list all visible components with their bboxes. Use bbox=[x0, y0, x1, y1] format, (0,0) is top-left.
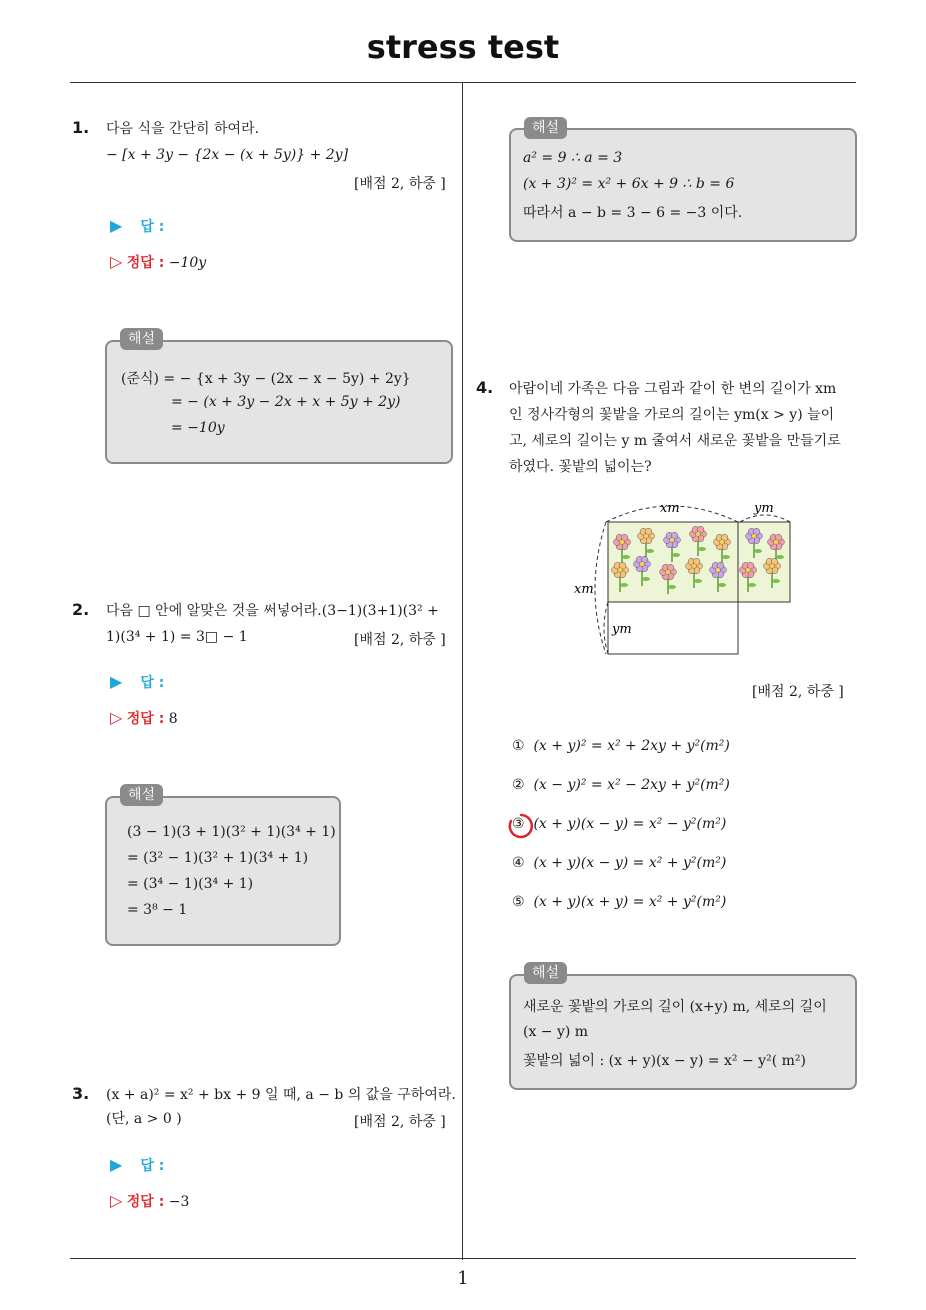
play-icon: ▶ bbox=[110, 1155, 123, 1174]
choice-4[interactable] bbox=[512, 855, 726, 871]
q1-answer-row[interactable] bbox=[110, 216, 164, 236]
choice-mark: ① bbox=[512, 738, 525, 754]
q1-exp-line: = −10y bbox=[171, 420, 225, 436]
flower-leaf bbox=[646, 549, 654, 553]
q2-text-line1: 다음 □ 안에 알맞은 것을 써넣어라.(3−1)(3+1)(3² + bbox=[106, 603, 439, 619]
flower-leaf bbox=[748, 583, 756, 587]
label-inner-y: ym bbox=[612, 622, 632, 637]
flower-leaf bbox=[694, 579, 702, 583]
flower-center bbox=[696, 532, 701, 537]
garden-extension bbox=[738, 522, 790, 602]
flower-leaf bbox=[718, 583, 726, 587]
q1-meta: [배점 2, 하중 ] bbox=[354, 176, 446, 192]
q3-answer-row[interactable] bbox=[110, 1155, 164, 1175]
flower-leaf bbox=[722, 555, 730, 559]
q1-answer-label: 답 : bbox=[140, 219, 165, 235]
q2-exp-line: = (3⁴ − 1)(3⁴ + 1) bbox=[127, 876, 254, 892]
q3-explanation-tag: 해설 bbox=[524, 117, 567, 139]
label-top-y: ym bbox=[754, 501, 774, 516]
q2-answer-row[interactable] bbox=[110, 672, 164, 692]
choice-5[interactable] bbox=[512, 894, 726, 910]
flower-leaf bbox=[672, 553, 680, 557]
flower-center bbox=[770, 564, 775, 569]
brace-left-x bbox=[595, 522, 606, 654]
q4-text-line: 고, 세로의 길이는 y m 줄여서 새로운 꽃밭을 만들기로 bbox=[509, 433, 841, 449]
flower-leaf bbox=[642, 577, 650, 581]
q4-explanation-tag: 해설 bbox=[524, 962, 567, 984]
choice-mark: ⑤ bbox=[512, 894, 525, 910]
q3-explanation-box bbox=[509, 128, 857, 242]
brace-top-y bbox=[740, 515, 790, 522]
flower-leaf bbox=[772, 579, 780, 583]
header-rule bbox=[70, 82, 856, 83]
triangle-outline-icon: ▷ bbox=[110, 708, 123, 727]
q1-expression: − [x + 3y − {2x − (x + 5y)} + 2y] bbox=[106, 147, 349, 163]
choice-mark: ③ bbox=[512, 816, 525, 832]
q2-correct-value: 8 bbox=[168, 711, 178, 727]
triangle-outline-icon: ▷ bbox=[110, 252, 123, 271]
q3-correct-value: −3 bbox=[168, 1194, 190, 1210]
choice-1[interactable] bbox=[512, 738, 730, 754]
flower-center bbox=[692, 564, 697, 569]
flower-center bbox=[752, 534, 757, 539]
q3-exp-line: 따라서 a − b = 3 − 6 = −3 이다. bbox=[523, 205, 743, 221]
q2-exp-line: = (3² − 1)(3² + 1)(3⁴ + 1) bbox=[127, 850, 309, 866]
flower-center bbox=[746, 568, 751, 573]
flower-leaf bbox=[668, 585, 676, 589]
q1-explanation-tag: 해설 bbox=[120, 328, 163, 350]
flowerbed-figure bbox=[560, 490, 800, 670]
q1-correct-label: 정답 : bbox=[126, 255, 165, 271]
q2-correct-label: 정답 : bbox=[126, 711, 165, 727]
choice-mark: ④ bbox=[512, 855, 525, 871]
page-title: stress test bbox=[366, 28, 560, 66]
q3-text-line2: (단, a > 0 ) bbox=[106, 1111, 182, 1127]
q2-answer-label: 답 : bbox=[140, 675, 165, 691]
q4-text-line: 인 정사각형의 꽃밭을 가로의 길이는 ym(x > y) 늘이 bbox=[509, 407, 835, 423]
q1-correct-value: −10y bbox=[168, 255, 207, 271]
q4-explanation-box bbox=[509, 974, 857, 1090]
q4-text-line: 하였다. 꽃밭의 넓이는? bbox=[509, 459, 652, 475]
choice-text: (x + y)(x + y) = x² + y²(m²) bbox=[533, 894, 727, 910]
q3-correct-label: 정답 : bbox=[126, 1194, 165, 1210]
choice-text: (x − y)² = x² − 2xy + y²(m²) bbox=[533, 777, 730, 793]
q2-number: 2. bbox=[72, 600, 90, 619]
q4-exp-line: (x − y) m bbox=[523, 1024, 589, 1040]
q3-answer-label: 답 : bbox=[140, 1158, 165, 1174]
q1-exp-line: = − (x + 3y − 2x + x + 5y + 2y) bbox=[171, 394, 401, 410]
q2-explanation-tag: 해설 bbox=[120, 784, 163, 806]
q2-text-line2: 1)(3⁴ + 1) = 3□ − 1 bbox=[106, 629, 248, 645]
flower-center bbox=[640, 562, 645, 567]
q2-exp-line: (3 − 1)(3 + 1)(3² + 1)(3⁴ + 1) bbox=[127, 824, 336, 840]
flower-center bbox=[670, 538, 675, 543]
q1-correct-row bbox=[110, 252, 206, 272]
q3-exp-line: (x + 3)² = x² + 6x + 9 ∴ b = 6 bbox=[523, 176, 735, 192]
q1-explanation-box bbox=[105, 340, 453, 464]
play-icon: ▶ bbox=[110, 672, 123, 691]
q4-meta: [배점 2, 하중 ] bbox=[752, 684, 844, 700]
flower-leaf bbox=[622, 555, 630, 559]
q3-number: 3. bbox=[72, 1084, 90, 1103]
label-left-x: xm bbox=[574, 582, 594, 597]
q1-text: 다음 식을 간단히 하여라. bbox=[106, 121, 260, 137]
q2-exp-line: = 3⁸ − 1 bbox=[127, 902, 188, 918]
flower-center bbox=[720, 540, 725, 545]
column-divider bbox=[462, 82, 463, 1260]
flower-center bbox=[774, 540, 779, 545]
play-icon: ▶ bbox=[110, 216, 123, 235]
triangle-outline-icon: ▷ bbox=[110, 1191, 123, 1210]
choice-mark: ② bbox=[512, 777, 525, 793]
flower-center bbox=[618, 568, 623, 573]
q3-meta: [배점 2, 하중 ] bbox=[354, 1114, 446, 1130]
selected-mark-circle bbox=[506, 811, 536, 841]
choice-2[interactable] bbox=[512, 777, 730, 793]
q2-correct-row bbox=[110, 708, 178, 728]
q1-exp-line: (준식) = − {x + 3y − (2x − x − 5y) + 2y} bbox=[121, 371, 411, 387]
q2-explanation-box bbox=[105, 796, 341, 946]
q4-exp-line: 새로운 꽃밭의 가로의 길이 (x+y) m, 세로의 길이 bbox=[523, 999, 827, 1015]
choice-text: (x + y)² = x² + 2xy + y²(m²) bbox=[533, 738, 730, 754]
q4-number: 4. bbox=[476, 378, 494, 397]
page-number: 1 bbox=[457, 1268, 469, 1289]
label-top-x: xm bbox=[660, 501, 680, 516]
q3-text-line1: (x + a)² = x² + bx + 9 일 때, a − b 의 값을 구하여라. bbox=[106, 1087, 456, 1103]
q4-text-line: 아람이네 가족은 다음 그림과 같이 한 변의 길이가 xm bbox=[509, 381, 837, 397]
flower-leaf bbox=[698, 547, 706, 551]
q4-exp-line: 꽃밭의 넓이 : (x + y)(x − y) = x² − y²( m²) bbox=[523, 1053, 806, 1069]
q3-correct-row bbox=[110, 1191, 189, 1211]
flower-center bbox=[644, 534, 649, 539]
footer-rule bbox=[70, 1258, 856, 1259]
flower-leaf bbox=[776, 555, 784, 559]
brace-inner-y bbox=[604, 602, 608, 654]
q3-exp-line: a² = 9 ∴ a = 3 bbox=[523, 150, 623, 166]
choice-text: (x + y)(x − y) = x² − y²(m²) bbox=[533, 816, 727, 832]
flower-leaf bbox=[620, 583, 628, 587]
q2-meta: [배점 2, 하중 ] bbox=[354, 632, 446, 648]
choice-3[interactable] bbox=[512, 816, 726, 832]
flower-center bbox=[666, 570, 671, 575]
flower-leaf bbox=[754, 549, 762, 553]
flower-center bbox=[620, 540, 625, 545]
q1-number: 1. bbox=[72, 118, 90, 137]
choice-text: (x + y)(x − y) = x² + y²(m²) bbox=[533, 855, 727, 871]
flower-center bbox=[716, 568, 721, 573]
